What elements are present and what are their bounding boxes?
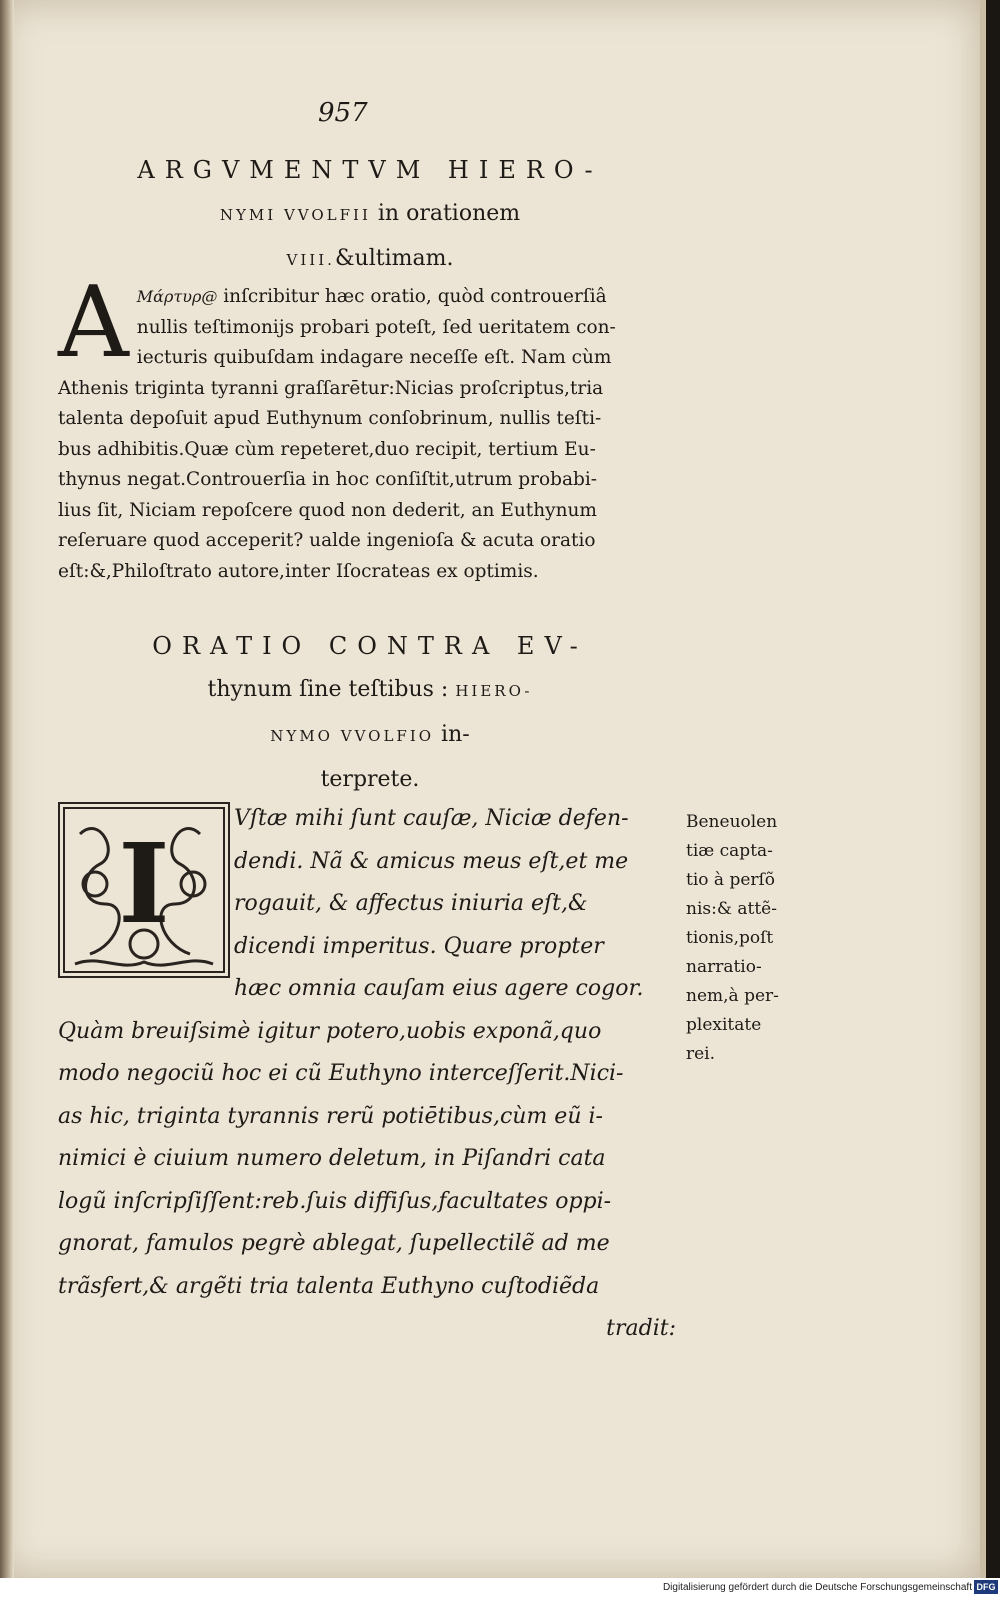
marginal-note-line: nem,à per- (686, 986, 779, 1006)
drop-initial-a: A (58, 266, 129, 380)
marginal-note-line: Beneuolen (686, 812, 778, 832)
oration-title-line1: ORATIO CONTRA EV- (152, 632, 588, 660)
marginal-note-line: tio à perſõ (686, 870, 776, 890)
argument-line: lius ſit, Niciam repoſcere quod non dederit, an Euthynum (58, 499, 597, 521)
oration-line: modo negociũ hoc ei cũ Euthyno interceſſerit.Nici- (58, 1061, 624, 1086)
marginal-note-line: tiæ capta- (686, 841, 773, 861)
page-number: 957 (318, 98, 368, 128)
argument-line: eſt:&,Philoſtrato autore,inter Iſocrateas ex optimis. (58, 560, 539, 582)
decorated-initial-i (58, 802, 230, 978)
argument-line: talenta depoſuit apud Euthynum conſobrinum, nullis teſti- (58, 408, 602, 429)
book-spine-shadow (0, 0, 14, 1578)
marginal-note-line: narratio- (686, 957, 762, 977)
initial-letter-text: I (118, 819, 170, 948)
oration-line: rogauit, & affectus iniuria eſt,& (234, 891, 588, 916)
ornament-icon (60, 804, 228, 976)
oration-title-line2-rest: thynum ſine teſtibus : (207, 677, 449, 702)
argument-line: thynus negat.Controuerſia in hoc conſiſtit,utrum probabi- (58, 469, 597, 490)
argument-title (110, 148, 630, 282)
oration-line: dendi. Nã & amicus meus eſt,et me (234, 848, 629, 874)
oration-line: Quàm breuiſsimè igitur potero,uobis exponã,quo (58, 1018, 602, 1044)
argument-line: inſcribitur hæc oratio, quòd controuerſiâ (223, 286, 607, 307)
digitization-credit: Digitalisierung gefördert durch die Deutsche Forschungsgemeinschaft (662, 1582, 972, 1593)
argument-title-line2-caps: NYMI VVOLFII (219, 206, 371, 224)
oration-title-line2 (110, 668, 630, 713)
oration-line: dicendi imperitus. Quare propter (234, 933, 604, 959)
argument-title-line2 (110, 192, 630, 237)
argument-line: iecturis quibuſdam indagare neceſſe eſt. Nam cùm (136, 347, 612, 368)
oration-line: hæc omnia cauſam eius agere cogor. (234, 976, 644, 1001)
argument-paragraph (58, 266, 688, 587)
oration-title-line2-caps: HIERO- (455, 682, 533, 700)
argument-title-line1: ARGVMENTVM HIERO- (137, 156, 603, 184)
catchword: tradit: (606, 1316, 676, 1341)
oration-line: as hic, triginta tyrannis rerũ potiētibus,cùm eũ i- (58, 1103, 603, 1129)
oration-title-line3-rest: in- (441, 722, 470, 747)
marginal-note (686, 808, 806, 1069)
argument-title-line3 (110, 237, 630, 282)
dfg-logo: DFG (974, 1580, 998, 1594)
argument-line: nullis teſtimonijs probari poteſt, ſed ueritatem con- (136, 316, 616, 338)
argument-line: reſeruare quod acceperit? ualde ingenioſa & acuta oratio (58, 530, 596, 551)
oration-line: gnorat, famulos pegrè ablegat, ſupellectilẽ ad me (58, 1231, 610, 1256)
marginal-note-line: nis:& attẽ- (686, 899, 777, 919)
oration-title (110, 624, 630, 802)
argument-title-line2-rest: in orationem (377, 201, 521, 226)
argument-line: Athenis triginta tyranni graſſarētur:Nicias proſcriptus,tria (58, 377, 604, 399)
oration-title-line3-caps: NYMO VVOLFIO (270, 727, 435, 745)
argument-title-line3-rest: &ultimam. (334, 246, 454, 271)
marginal-note-line: tionis,poſt (686, 928, 774, 948)
argument-title-line3-caps: VIII. (286, 251, 335, 269)
oration-title-line3 (110, 713, 630, 758)
marginal-note-line: plexitate (686, 1015, 762, 1035)
oration-line: Vſtæ mihi ſunt cauſæ, Niciæ defen- (234, 806, 629, 831)
marginal-note-line: rei. (686, 1044, 716, 1064)
oration-line: nimici è ciuium numero deletum, in Piſandri cata (58, 1146, 606, 1171)
oration-title-line4: terprete. (320, 767, 420, 792)
argument-greek-word: Μάρτυρ@ (136, 287, 218, 306)
oration-line: trãsfert,& argẽti tria talenta Euthyno cuſtodiẽda (58, 1273, 600, 1299)
argument-line: bus adhibitis.Quæ cùm repeteret,duo recipit, tertium Eu- (58, 438, 596, 460)
oration-line: logũ inſcripſiſſent:reb.ſuis diffiſus,facultates oppi- (58, 1188, 612, 1214)
